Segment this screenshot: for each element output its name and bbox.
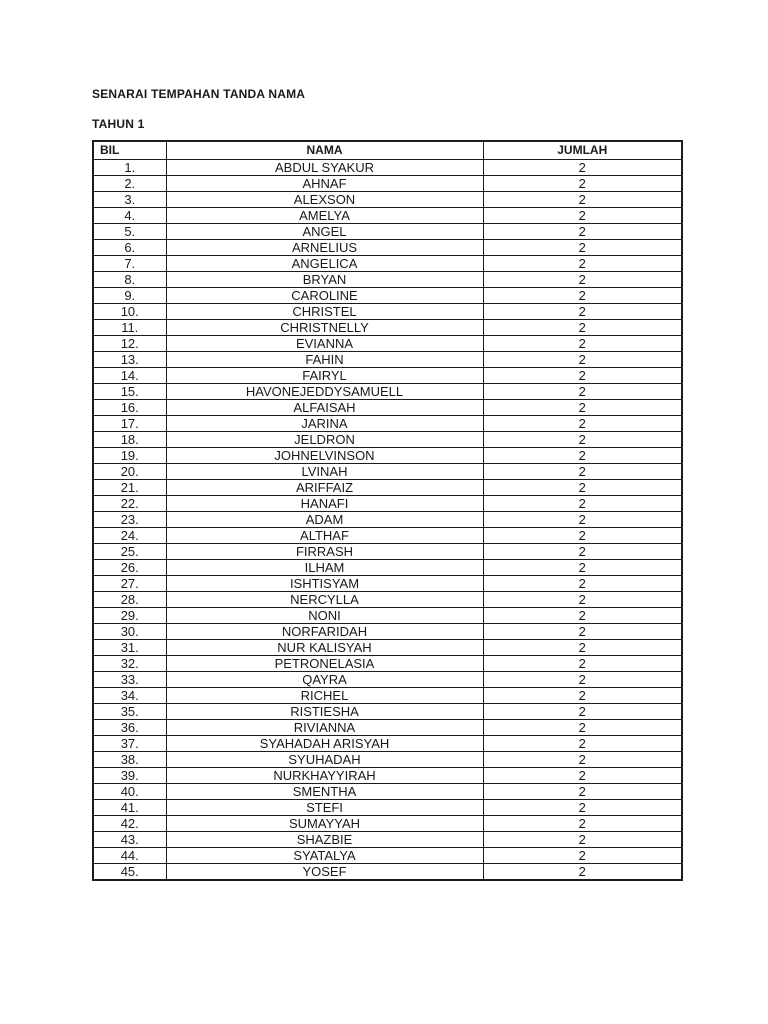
table-row <box>93 207 682 223</box>
cell-jumlah: 2 <box>483 207 682 223</box>
cell-bil: 15. <box>93 383 166 399</box>
cell-jumlah: 2 <box>483 575 682 591</box>
cell-jumlah: 2 <box>483 223 682 239</box>
cell-jumlah: 2 <box>483 463 682 479</box>
cell-bil: 27. <box>93 575 166 591</box>
table-row <box>93 655 682 671</box>
cell-nama: SYUHADAH <box>166 751 483 767</box>
cell-bil: 18. <box>93 431 166 447</box>
cell-nama: NURKHAYYIRAH <box>166 767 483 783</box>
cell-bil: 2. <box>93 175 166 191</box>
cell-jumlah: 2 <box>483 255 682 271</box>
cell-bil: 43. <box>93 831 166 847</box>
table-row <box>93 527 682 543</box>
table-row <box>93 303 682 319</box>
cell-bil: 39. <box>93 767 166 783</box>
cell-bil: 9. <box>93 287 166 303</box>
cell-nama: JARINA <box>166 415 483 431</box>
cell-bil: 37. <box>93 735 166 751</box>
cell-jumlah: 2 <box>483 351 682 367</box>
cell-nama: ANGEL <box>166 223 483 239</box>
cell-nama: FAHIN <box>166 351 483 367</box>
table-header-jumlah: JUMLAH <box>483 141 682 159</box>
cell-nama: AHNAF <box>166 175 483 191</box>
cell-nama: NORFARIDAH <box>166 623 483 639</box>
table-row <box>93 239 682 255</box>
cell-bil: 30. <box>93 623 166 639</box>
cell-nama: STEFI <box>166 799 483 815</box>
cell-nama: SUMAYYAH <box>166 815 483 831</box>
cell-nama: HANAFI <box>166 495 483 511</box>
cell-nama: HAVONEJEDDYSAMUELL <box>166 383 483 399</box>
cell-nama: NERCYLLA <box>166 591 483 607</box>
cell-jumlah: 2 <box>483 623 682 639</box>
cell-jumlah: 2 <box>483 799 682 815</box>
cell-jumlah: 2 <box>483 767 682 783</box>
cell-jumlah: 2 <box>483 719 682 735</box>
cell-bil: 12. <box>93 335 166 351</box>
table-row <box>93 591 682 607</box>
cell-jumlah: 2 <box>483 335 682 351</box>
cell-bil: 21. <box>93 479 166 495</box>
table-row <box>93 495 682 511</box>
table-row <box>93 703 682 719</box>
cell-bil: 29. <box>93 607 166 623</box>
table-row <box>93 735 682 751</box>
cell-nama: NONI <box>166 607 483 623</box>
cell-nama: SYAHADAH ARISYAH <box>166 735 483 751</box>
cell-nama: RICHEL <box>166 687 483 703</box>
table-row <box>93 767 682 783</box>
cell-nama: CHRISTEL <box>166 303 483 319</box>
cell-bil: 20. <box>93 463 166 479</box>
table-row <box>93 415 682 431</box>
table-row <box>93 543 682 559</box>
cell-jumlah: 2 <box>483 847 682 863</box>
cell-jumlah: 2 <box>483 191 682 207</box>
table-row <box>93 607 682 623</box>
cell-nama: SYATALYA <box>166 847 483 863</box>
cell-jumlah: 2 <box>483 415 682 431</box>
cell-nama: NUR KALISYAH <box>166 639 483 655</box>
cell-bil: 24. <box>93 527 166 543</box>
cell-bil: 13. <box>93 351 166 367</box>
table-row <box>93 623 682 639</box>
cell-nama: LVINAH <box>166 463 483 479</box>
table-row <box>93 847 682 863</box>
table-row <box>93 863 682 880</box>
cell-nama: CHRISTNELLY <box>166 319 483 335</box>
cell-bil: 36. <box>93 719 166 735</box>
cell-bil: 32. <box>93 655 166 671</box>
table-row <box>93 639 682 655</box>
cell-jumlah: 2 <box>483 783 682 799</box>
cell-bil: 40. <box>93 783 166 799</box>
table-row <box>93 175 682 191</box>
cell-nama: AMELYA <box>166 207 483 223</box>
cell-jumlah: 2 <box>483 831 682 847</box>
table-row <box>93 255 682 271</box>
cell-jumlah: 2 <box>483 495 682 511</box>
cell-jumlah: 2 <box>483 607 682 623</box>
table-row <box>93 383 682 399</box>
cell-nama: ARNELIUS <box>166 239 483 255</box>
cell-jumlah: 2 <box>483 591 682 607</box>
table-body <box>93 159 682 880</box>
cell-bil: 7. <box>93 255 166 271</box>
table-row <box>93 367 682 383</box>
cell-bil: 14. <box>93 367 166 383</box>
table-header-row <box>93 141 682 159</box>
cell-bil: 19. <box>93 447 166 463</box>
cell-jumlah: 2 <box>483 687 682 703</box>
cell-bil: 35. <box>93 703 166 719</box>
cell-jumlah: 2 <box>483 383 682 399</box>
cell-bil: 42. <box>93 815 166 831</box>
cell-jumlah: 2 <box>483 399 682 415</box>
cell-jumlah: 2 <box>483 751 682 767</box>
cell-bil: 1. <box>93 159 166 175</box>
cell-nama: ADAM <box>166 511 483 527</box>
cell-jumlah: 2 <box>483 543 682 559</box>
cell-nama: FIRRASH <box>166 543 483 559</box>
cell-nama: ALFAISAH <box>166 399 483 415</box>
cell-bil: 34. <box>93 687 166 703</box>
cell-jumlah: 2 <box>483 479 682 495</box>
table-row <box>93 815 682 831</box>
cell-nama: PETRONELASIA <box>166 655 483 671</box>
cell-bil: 38. <box>93 751 166 767</box>
cell-nama: JELDRON <box>166 431 483 447</box>
document-title: SENARAI TEMPAHAN TANDA NAMA <box>92 87 306 101</box>
table-row <box>93 447 682 463</box>
table-row <box>93 191 682 207</box>
cell-nama: ABDUL SYAKUR <box>166 159 483 175</box>
cell-nama: SHAZBIE <box>166 831 483 847</box>
cell-bil: 44. <box>93 847 166 863</box>
table-row <box>93 287 682 303</box>
cell-jumlah: 2 <box>483 527 682 543</box>
cell-bil: 26. <box>93 559 166 575</box>
table-header-bil: BIL <box>93 141 166 159</box>
cell-bil: 11. <box>93 319 166 335</box>
document-subtitle: TAHUN 1 <box>92 117 145 131</box>
table-row <box>93 751 682 767</box>
cell-nama: QAYRA <box>166 671 483 687</box>
cell-bil: 5. <box>93 223 166 239</box>
names-table <box>92 140 683 881</box>
table-row <box>93 479 682 495</box>
table-row <box>93 431 682 447</box>
cell-jumlah: 2 <box>483 511 682 527</box>
cell-bil: 31. <box>93 639 166 655</box>
table-header <box>93 141 682 159</box>
cell-jumlah: 2 <box>483 367 682 383</box>
table-row <box>93 159 682 175</box>
cell-bil: 28. <box>93 591 166 607</box>
table-row <box>93 575 682 591</box>
table-row <box>93 799 682 815</box>
table-row <box>93 319 682 335</box>
cell-nama: RIVIANNA <box>166 719 483 735</box>
cell-nama: ALEXSON <box>166 191 483 207</box>
table-row <box>93 351 682 367</box>
cell-bil: 23. <box>93 511 166 527</box>
cell-bil: 33. <box>93 671 166 687</box>
cell-bil: 17. <box>93 415 166 431</box>
cell-nama: ILHAM <box>166 559 483 575</box>
table-row <box>93 559 682 575</box>
cell-jumlah: 2 <box>483 559 682 575</box>
cell-nama: BRYAN <box>166 271 483 287</box>
cell-bil: 10. <box>93 303 166 319</box>
cell-bil: 8. <box>93 271 166 287</box>
table-row <box>93 511 682 527</box>
cell-nama: RISTIESHA <box>166 703 483 719</box>
cell-jumlah: 2 <box>483 319 682 335</box>
cell-jumlah: 2 <box>483 735 682 751</box>
table-row <box>93 687 682 703</box>
cell-jumlah: 2 <box>483 863 682 880</box>
cell-jumlah: 2 <box>483 239 682 255</box>
cell-bil: 25. <box>93 543 166 559</box>
cell-nama: ISHTISYAM <box>166 575 483 591</box>
cell-jumlah: 2 <box>483 815 682 831</box>
cell-nama: ARIFFAIZ <box>166 479 483 495</box>
cell-jumlah: 2 <box>483 703 682 719</box>
table-row <box>93 463 682 479</box>
cell-jumlah: 2 <box>483 287 682 303</box>
table-row <box>93 223 682 239</box>
cell-bil: 6. <box>93 239 166 255</box>
cell-jumlah: 2 <box>483 655 682 671</box>
cell-jumlah: 2 <box>483 639 682 655</box>
table-row <box>93 783 682 799</box>
cell-bil: 45. <box>93 863 166 880</box>
cell-bil: 3. <box>93 191 166 207</box>
cell-jumlah: 2 <box>483 271 682 287</box>
cell-bil: 4. <box>93 207 166 223</box>
table-row <box>93 399 682 415</box>
table-row <box>93 671 682 687</box>
cell-nama: ALTHAF <box>166 527 483 543</box>
cell-bil: 22. <box>93 495 166 511</box>
cell-nama: CAROLINE <box>166 287 483 303</box>
cell-jumlah: 2 <box>483 447 682 463</box>
cell-jumlah: 2 <box>483 175 682 191</box>
cell-jumlah: 2 <box>483 671 682 687</box>
table-row <box>93 831 682 847</box>
cell-jumlah: 2 <box>483 303 682 319</box>
cell-bil: 16. <box>93 399 166 415</box>
cell-bil: 41. <box>93 799 166 815</box>
cell-nama: SMENTHA <box>166 783 483 799</box>
table-row <box>93 335 682 351</box>
table-row <box>93 719 682 735</box>
cell-nama: YOSEF <box>166 863 483 880</box>
table-header-nama: NAMA <box>166 141 483 159</box>
cell-nama: FAIRYL <box>166 367 483 383</box>
cell-jumlah: 2 <box>483 431 682 447</box>
cell-nama: JOHNELVINSON <box>166 447 483 463</box>
cell-nama: ANGELICA <box>166 255 483 271</box>
cell-nama: EVIANNA <box>166 335 483 351</box>
cell-jumlah: 2 <box>483 159 682 175</box>
table-row <box>93 271 682 287</box>
